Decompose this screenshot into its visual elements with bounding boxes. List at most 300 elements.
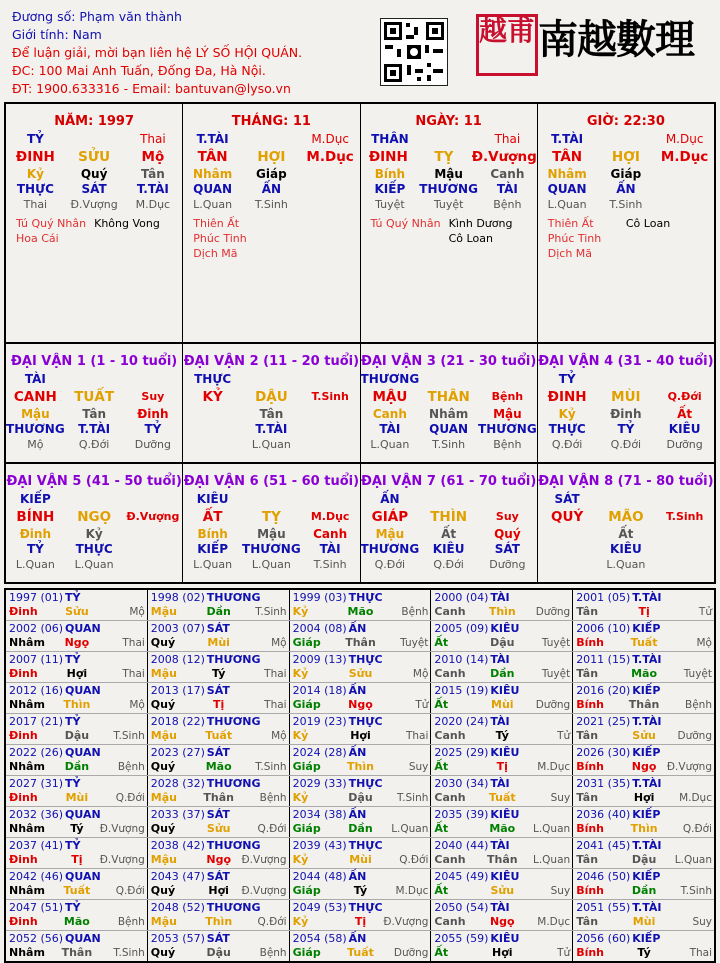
year-header bbox=[576, 839, 712, 853]
year-header bbox=[293, 839, 429, 853]
year-detail bbox=[434, 884, 570, 898]
year-stage: Suy bbox=[550, 885, 571, 897]
life-stage-value bbox=[124, 557, 183, 572]
ten-god-value: M.Dục bbox=[665, 132, 704, 146]
life-stage-value: Dưỡng bbox=[489, 558, 526, 571]
ten-god-value: M.Dục bbox=[311, 132, 349, 146]
year-stem: Bính bbox=[576, 698, 605, 711]
hidden-stem-value: Đinh bbox=[19, 527, 51, 541]
year-cell bbox=[148, 869, 290, 899]
year-header bbox=[293, 932, 429, 946]
year-detail bbox=[151, 822, 287, 836]
year-branch: Tý bbox=[637, 946, 651, 959]
hidden-stem-row bbox=[6, 407, 182, 422]
hidden-stem-value: Mậu bbox=[375, 527, 405, 541]
ten-god-row bbox=[183, 372, 359, 387]
year-detail bbox=[576, 822, 712, 836]
year-stage: Tuyệt bbox=[400, 637, 429, 649]
hidden-god-value: T.TÀI bbox=[136, 182, 169, 196]
hidden-stem-value: Giáp bbox=[610, 167, 642, 181]
year-detail bbox=[9, 915, 145, 929]
year-stem: Kỷ bbox=[292, 667, 309, 680]
year-god: KIẾP bbox=[632, 746, 661, 759]
star-label: Kình Dương bbox=[448, 217, 513, 230]
year-stem: Giáp bbox=[292, 946, 321, 959]
year-header bbox=[576, 715, 712, 729]
year-stem: Kỷ bbox=[292, 729, 309, 742]
stem-branch-value: Suy bbox=[141, 390, 165, 403]
year-label: 2015 (19) bbox=[434, 684, 489, 697]
year-branch: Mão bbox=[205, 760, 232, 773]
year-cell bbox=[148, 590, 290, 620]
ten-god-row bbox=[361, 372, 537, 387]
year-god: TÀI bbox=[490, 839, 510, 852]
stem-branch-value: ĐINH bbox=[547, 389, 587, 405]
year-label: 2025 (29) bbox=[434, 746, 489, 759]
ten-god-value: THỰC bbox=[194, 372, 232, 386]
year-header bbox=[9, 684, 145, 698]
year-label: 2048 (52) bbox=[150, 901, 205, 914]
year-label: 2029 (33) bbox=[292, 777, 347, 790]
dai-van-title: ĐẠI VẬN 5 (41 - 50 tuổi) bbox=[6, 474, 182, 489]
hidden-god-value: KIẾP bbox=[374, 182, 406, 196]
hidden-stem-value: Giáp bbox=[256, 167, 287, 181]
hidden-god-value: THỰC bbox=[548, 422, 586, 436]
year-label: 2052 (56) bbox=[9, 932, 64, 945]
year-header bbox=[434, 622, 570, 636]
year-stem: Tân bbox=[576, 853, 599, 866]
year-detail bbox=[151, 729, 287, 743]
stem-branch-value: Bệnh bbox=[491, 390, 524, 403]
life-stage-value: L.Quan bbox=[370, 438, 410, 451]
year-header bbox=[151, 870, 287, 884]
stem-branch-value: ĐINH bbox=[15, 149, 55, 165]
year-stem: Nhâm bbox=[9, 698, 45, 711]
life-stage-row bbox=[538, 557, 714, 572]
stars-col-1 bbox=[548, 216, 626, 261]
year-cell bbox=[431, 652, 573, 682]
dai-van-cell bbox=[538, 462, 714, 582]
hidden-god-row bbox=[6, 422, 182, 437]
year-cell bbox=[6, 714, 148, 744]
year-branch: Tuất bbox=[630, 636, 658, 649]
stem-branch-value: TÂN bbox=[197, 149, 228, 165]
year-label: 2006 (10) bbox=[576, 622, 631, 635]
year-stem: Kỷ bbox=[292, 853, 309, 866]
ten-god-row bbox=[538, 372, 714, 387]
year-stage: Tử bbox=[557, 730, 571, 742]
year-god: T.TÀI bbox=[632, 839, 662, 852]
year-label: 2047 (51) bbox=[9, 901, 64, 914]
year-stem: Kỷ bbox=[292, 605, 309, 618]
dai-van-title: ĐẠI VẬN 2 (11 - 20 tuổi) bbox=[183, 354, 360, 369]
life-stage-row bbox=[538, 437, 714, 452]
ten-god-row bbox=[361, 492, 537, 507]
hidden-stem-value bbox=[655, 167, 714, 182]
stem-branch-value: Mộ bbox=[141, 149, 165, 165]
year-header bbox=[9, 622, 145, 636]
life-stage-value: L.Quan bbox=[193, 558, 233, 571]
year-cell bbox=[573, 652, 714, 682]
year-cell bbox=[6, 900, 148, 930]
year-cell bbox=[290, 621, 432, 651]
year-cell bbox=[431, 745, 573, 775]
year-god: KIẾP bbox=[632, 808, 661, 821]
year-god: KIÊU bbox=[490, 746, 520, 759]
stem-branch-value: MÙI bbox=[611, 389, 641, 405]
year-header bbox=[434, 746, 570, 760]
year-cell bbox=[148, 683, 290, 713]
life-stage-row bbox=[361, 437, 537, 452]
year-branch: Mùi bbox=[207, 636, 230, 649]
year-god: ẤN bbox=[348, 932, 367, 945]
year-header bbox=[293, 684, 429, 698]
year-detail bbox=[151, 636, 287, 650]
year-detail bbox=[293, 822, 429, 836]
hidden-stem-value: Mậu bbox=[257, 527, 286, 541]
life-stage-value: Bệnh bbox=[493, 198, 522, 211]
stem-branch-value: THÂN bbox=[427, 389, 470, 405]
year-cell bbox=[290, 838, 432, 868]
year-god: ẤN bbox=[348, 622, 367, 635]
year-cell bbox=[573, 900, 714, 930]
hidden-stem-value: Ất bbox=[618, 527, 634, 541]
year-header bbox=[434, 932, 570, 946]
year-god: TÀI bbox=[490, 901, 510, 914]
year-stage: T.Sinh bbox=[680, 885, 712, 897]
pillar-title: GIỜ: 22:30 bbox=[586, 114, 665, 129]
ten-god-value: SÁT bbox=[554, 492, 580, 506]
hidden-stem-value: Ất bbox=[677, 407, 693, 421]
year-row bbox=[6, 651, 714, 682]
year-god: SÁT bbox=[206, 622, 230, 635]
hidden-god-row bbox=[183, 422, 359, 437]
qr-code-icon bbox=[380, 18, 448, 86]
year-god: THỰC bbox=[348, 591, 383, 604]
stem-branch-row bbox=[183, 147, 359, 167]
year-header bbox=[151, 932, 287, 946]
stem-branch-value: TÂN bbox=[552, 149, 583, 165]
year-header bbox=[151, 622, 287, 636]
life-stage-value bbox=[301, 437, 360, 452]
hidden-god-value: TÀI bbox=[379, 422, 401, 436]
life-stage-value: L.Quan bbox=[193, 198, 233, 211]
address: ĐC: 100 Mai Anh Tuấn, Đống Đa, Hà Nội. bbox=[12, 63, 266, 78]
year-cell bbox=[431, 900, 573, 930]
ten-god-value bbox=[65, 492, 124, 507]
year-stage: Suy bbox=[408, 761, 429, 773]
ten-god-value bbox=[597, 132, 656, 147]
hidden-god-value bbox=[301, 182, 360, 197]
year-stage: Suy bbox=[692, 916, 712, 928]
hidden-stem-value: Kỷ bbox=[558, 407, 576, 421]
year-branch: Tý bbox=[212, 667, 226, 680]
year-branch: Ngọ bbox=[64, 636, 90, 649]
year-stem: Canh bbox=[434, 915, 466, 928]
year-god: T.TÀI bbox=[632, 715, 662, 728]
year-detail bbox=[293, 698, 429, 712]
ten-god-value bbox=[419, 492, 478, 507]
year-stem: Quý bbox=[150, 698, 176, 711]
dai-van-title: ĐẠI VẬN 7 (61 - 70 tuổi) bbox=[360, 474, 537, 489]
year-header bbox=[293, 653, 429, 667]
hidden-stem-value: Bính bbox=[197, 527, 228, 541]
year-label: 2020 (24) bbox=[434, 715, 489, 728]
year-cell bbox=[148, 838, 290, 868]
hidden-god-row bbox=[361, 182, 537, 197]
year-cell bbox=[431, 683, 573, 713]
year-branch: Mão bbox=[631, 667, 658, 680]
hidden-god-value: THƯƠNG bbox=[360, 542, 420, 556]
year-branch: Dần bbox=[490, 667, 515, 680]
hidden-stem-value bbox=[183, 407, 242, 422]
year-stem: Bính bbox=[576, 822, 605, 835]
stem-branch-row bbox=[361, 507, 537, 527]
year-stem: Canh bbox=[434, 729, 466, 742]
year-stem: Kỷ bbox=[292, 791, 309, 804]
dai-van-title: ĐẠI VẬN 4 (31 - 40 tuổi) bbox=[538, 354, 714, 369]
year-header bbox=[9, 715, 145, 729]
year-branch: Tuất bbox=[63, 884, 91, 897]
year-cell bbox=[290, 776, 432, 806]
year-header bbox=[9, 653, 145, 667]
year-header bbox=[293, 591, 429, 605]
ten-god-value: ẤN bbox=[380, 492, 400, 506]
stem-branch-value: HỢI bbox=[257, 149, 286, 165]
ten-god-value bbox=[242, 132, 301, 147]
year-branch: Thân bbox=[628, 698, 660, 711]
year-stem: Đinh bbox=[9, 853, 38, 866]
year-god: TÀI bbox=[490, 777, 510, 790]
life-stage-row bbox=[183, 197, 359, 212]
year-detail bbox=[576, 884, 712, 898]
year-detail bbox=[434, 915, 570, 929]
life-stage-value: Dưỡng bbox=[666, 438, 703, 451]
year-branch: Mùi bbox=[65, 791, 89, 804]
year-god: KIẾP bbox=[632, 932, 661, 945]
year-label: 2017 (21) bbox=[9, 715, 64, 728]
year-cell bbox=[431, 838, 573, 868]
year-stage: Q.Đới bbox=[257, 823, 287, 835]
year-detail bbox=[9, 822, 145, 836]
year-label: 2002 (06) bbox=[9, 622, 64, 635]
stem-branch-value: M.Dục bbox=[660, 149, 709, 165]
year-detail bbox=[9, 729, 145, 743]
year-stem: Canh bbox=[434, 605, 466, 618]
year-label: 2040 (44) bbox=[434, 839, 489, 852]
stem-branch-value: CANH bbox=[13, 389, 57, 405]
year-label: 2034 (38) bbox=[292, 808, 347, 821]
ten-god-value: THƯƠNG bbox=[360, 372, 420, 386]
life-stage-value bbox=[538, 557, 597, 572]
hidden-stem-value bbox=[124, 527, 183, 542]
year-cell bbox=[290, 807, 432, 837]
year-stem: Bính bbox=[576, 946, 605, 959]
year-header bbox=[434, 715, 570, 729]
life-stage-row bbox=[361, 557, 537, 572]
star-label: Dịch Mã bbox=[547, 247, 593, 260]
hidden-god-value bbox=[655, 542, 714, 557]
year-row bbox=[6, 682, 714, 713]
year-stem: Giáp bbox=[292, 636, 321, 649]
year-cell bbox=[573, 745, 714, 775]
stars-block bbox=[538, 216, 714, 261]
life-stage-row bbox=[6, 557, 182, 572]
year-stem: Tân bbox=[576, 915, 599, 928]
year-branch: Mão bbox=[489, 822, 516, 835]
dai-van-title: ĐẠI VẬN 6 (51 - 60 tuổi) bbox=[183, 474, 360, 489]
year-god: THƯƠNG bbox=[206, 653, 261, 666]
year-branch: Mùi bbox=[349, 853, 372, 866]
year-label: 2024 (28) bbox=[292, 746, 347, 759]
stars-block bbox=[183, 216, 359, 261]
hidden-god-value bbox=[301, 422, 360, 437]
year-header bbox=[576, 591, 712, 605]
hidden-stem-value: Nhâm bbox=[547, 167, 587, 181]
year-stage: Tử bbox=[698, 606, 712, 618]
year-branch: Mão bbox=[347, 605, 374, 618]
gender: Giới tính: Nam bbox=[12, 27, 102, 42]
year-cell bbox=[6, 745, 148, 775]
year-stage: Dưỡng bbox=[677, 730, 712, 742]
dai-van-cell bbox=[6, 462, 183, 582]
year-branch: Ngọ bbox=[489, 915, 515, 928]
life-stage-value: Q.Đới bbox=[374, 558, 406, 571]
year-cell bbox=[6, 683, 148, 713]
stars-col-2 bbox=[449, 216, 527, 246]
year-branch: Dần bbox=[348, 822, 373, 835]
year-stem: Tân bbox=[576, 791, 599, 804]
year-branch: Hợi bbox=[350, 729, 371, 742]
hidden-god-value: ẤN bbox=[616, 182, 636, 196]
hidden-stem-value: Tân bbox=[82, 407, 107, 421]
year-row bbox=[6, 868, 714, 899]
year-detail bbox=[293, 605, 429, 619]
stars-col-2 bbox=[271, 216, 349, 261]
year-detail bbox=[9, 636, 145, 650]
year-god: THƯƠNG bbox=[206, 591, 261, 604]
year-stage: Thai bbox=[122, 637, 145, 649]
year-branch: Thìn bbox=[63, 698, 91, 711]
hidden-stem-row bbox=[6, 527, 182, 542]
year-label: 2007 (11) bbox=[9, 653, 64, 666]
year-branch: Dần bbox=[64, 760, 90, 773]
stem-branch-row bbox=[538, 147, 714, 167]
stem-branch-value: MẬU bbox=[372, 389, 408, 405]
year-branch: Hợi bbox=[633, 791, 655, 804]
life-stage-value: L.Quan bbox=[15, 558, 55, 571]
year-detail bbox=[434, 791, 570, 805]
year-branch: Dậu bbox=[631, 853, 657, 866]
year-header bbox=[434, 870, 570, 884]
hidden-stem-value bbox=[538, 527, 597, 542]
pillar-title: NGÀY: 11 bbox=[415, 114, 482, 129]
year-branch: Hợi bbox=[492, 946, 513, 959]
life-stage-value: M.Dục bbox=[135, 198, 171, 211]
year-stem: Bính bbox=[576, 636, 605, 649]
year-stem: Canh bbox=[434, 853, 466, 866]
year-detail bbox=[576, 760, 712, 774]
ten-god-value bbox=[242, 372, 301, 387]
year-label: 2016 (20) bbox=[576, 684, 631, 697]
star-label: Không Vong bbox=[94, 217, 160, 230]
year-cell bbox=[431, 776, 573, 806]
year-label: 2022 (26) bbox=[9, 746, 64, 759]
year-stem: Nhâm bbox=[9, 636, 45, 649]
hidden-stem-value: Nhâm bbox=[429, 407, 469, 421]
year-label: 2026 (30) bbox=[576, 746, 631, 759]
year-branch: Dậu bbox=[206, 946, 231, 959]
year-stem: Giáp bbox=[292, 822, 321, 835]
star-label: Tú Quý Nhân bbox=[370, 217, 441, 230]
year-header bbox=[9, 870, 145, 884]
year-cell bbox=[290, 900, 432, 930]
stars-col-1 bbox=[193, 216, 271, 261]
ten-god-row bbox=[538, 132, 714, 147]
year-header bbox=[576, 870, 712, 884]
dai-van-title: ĐẠI VẬN 1 (1 - 10 tuổi) bbox=[10, 354, 178, 369]
year-detail bbox=[293, 884, 429, 898]
year-branch: Thân bbox=[486, 853, 518, 866]
hidden-god-value bbox=[183, 422, 242, 437]
year-god: QUAN bbox=[65, 808, 101, 821]
year-detail bbox=[293, 853, 429, 867]
year-stage: Mộ bbox=[696, 637, 712, 649]
year-stage: Đ.Vượng bbox=[99, 854, 145, 866]
life-stage-value: Bệnh bbox=[493, 438, 522, 451]
year-branch: Thân bbox=[345, 636, 376, 649]
hidden-stem-row bbox=[6, 167, 182, 182]
hidden-stem-value: Tân bbox=[259, 407, 284, 421]
year-label: 2012 (16) bbox=[9, 684, 64, 697]
year-stem: Mậu bbox=[150, 667, 177, 680]
hidden-stem-value bbox=[655, 527, 714, 542]
year-label: 2027 (31) bbox=[9, 777, 64, 790]
stem-branch-value: SỬU bbox=[78, 149, 111, 165]
owner-name: Đương số: Phạm văn thành bbox=[12, 9, 182, 24]
year-cell bbox=[573, 869, 714, 899]
dai-van-cell bbox=[361, 462, 538, 582]
year-branch: Tị bbox=[496, 760, 508, 773]
year-header bbox=[576, 932, 712, 946]
year-detail bbox=[9, 605, 145, 619]
year-row bbox=[6, 590, 714, 620]
year-label: 2028 (32) bbox=[150, 777, 205, 790]
hidden-stem-value: Đinh bbox=[137, 407, 169, 421]
star-label: Cô Loan bbox=[625, 217, 671, 230]
year-header bbox=[293, 777, 429, 791]
year-cell bbox=[6, 776, 148, 806]
ten-god-row bbox=[6, 492, 182, 507]
life-stage-value: Tuyệt bbox=[433, 198, 464, 211]
life-stage-value: Q.Đới bbox=[551, 438, 583, 451]
year-label: 2023 (27) bbox=[150, 746, 205, 759]
year-label: 2055 (59) bbox=[434, 932, 489, 945]
hidden-god-row bbox=[538, 182, 714, 197]
hidden-stem-row bbox=[538, 407, 714, 422]
year-detail bbox=[576, 915, 712, 929]
year-detail bbox=[434, 698, 570, 712]
stem-branch-value: T.Sinh bbox=[665, 510, 704, 523]
year-stem: Mậu bbox=[150, 853, 177, 866]
stem-branch-row bbox=[6, 507, 182, 527]
hidden-god-value: TÀI bbox=[496, 182, 518, 196]
year-label: 2042 (46) bbox=[9, 870, 64, 883]
year-stem: Quý bbox=[150, 636, 176, 649]
year-god: KIÊU bbox=[490, 808, 520, 821]
year-branch: Tị bbox=[213, 698, 225, 711]
life-stage-value bbox=[655, 557, 714, 572]
